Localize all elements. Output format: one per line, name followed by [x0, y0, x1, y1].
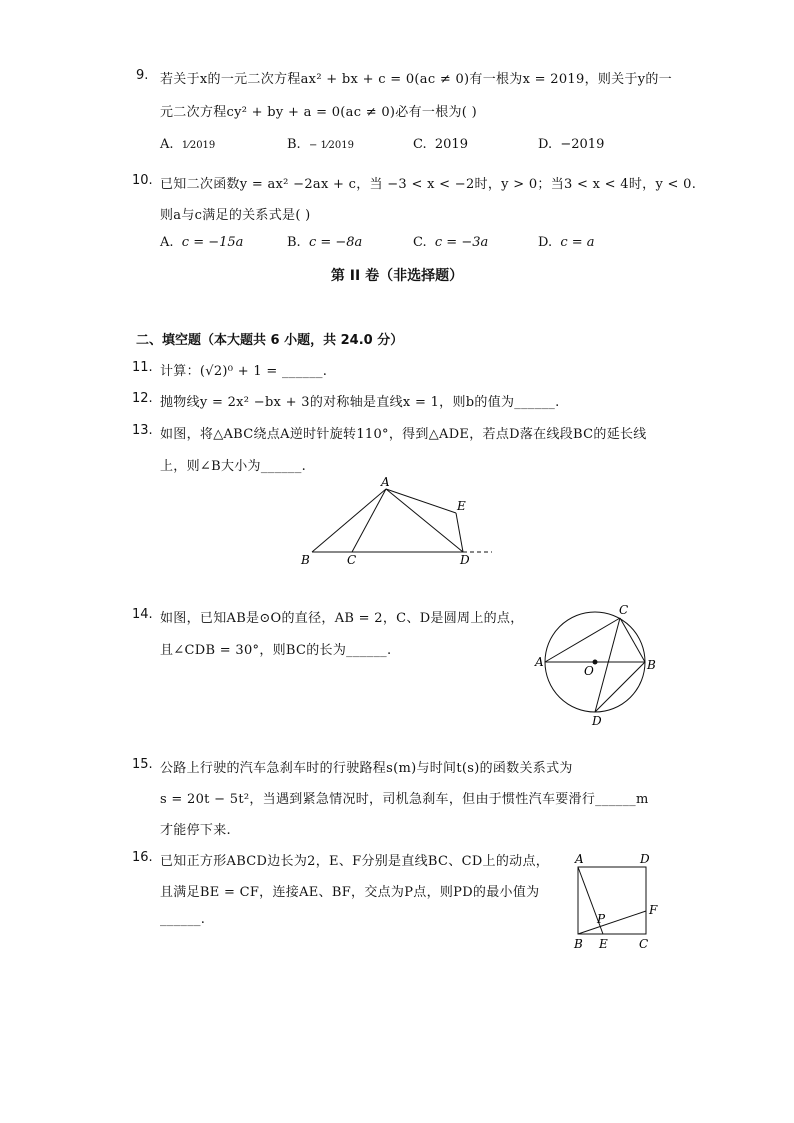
option-value: c = a: [560, 235, 595, 250]
segment-cb: [620, 618, 645, 662]
question-11-number: 11.: [132, 360, 153, 375]
question-12-text: 抛物线y = 2x² −bx + 3的对称轴是直线x = 1，则b的值为______.: [160, 395, 560, 410]
label-p: P: [597, 912, 606, 926]
question-10-number: 10.: [132, 173, 153, 188]
question-16-number: 16.: [132, 850, 153, 865]
question-16-line1: 已知正方形ABCD边长为2，E、F分别是直线BC、CD上的动点，: [160, 854, 550, 869]
label-d: D: [592, 714, 602, 728]
label-e: E: [599, 937, 608, 951]
option-value: c = −15a: [181, 235, 244, 250]
question-13-number: 13.: [132, 423, 153, 438]
label-f: F: [649, 903, 658, 917]
question-9-number: 9.: [136, 68, 149, 83]
question-9-option-c: [413, 137, 468, 152]
question-12-number: 12.: [132, 391, 153, 406]
question-15-line1: 公路上行驶的汽车急刹车时的行驶路程s(m)与时间t(s)的函数关系式为: [160, 761, 573, 776]
question-16-line3: ______.: [160, 912, 206, 927]
section-2-heading: 二、填空题（本大题共 6 小题，共 24.0 分）: [136, 333, 404, 348]
question-9-line2: 元二次方程cy² + by + a = 0(ac ≠ 0)必有一根为( ): [160, 105, 477, 120]
segment-db: [595, 662, 645, 712]
segment-ed: [456, 513, 463, 552]
option-label: C.: [413, 235, 427, 250]
option-value: − 1⁄2019: [308, 140, 354, 151]
segment-ad: [386, 489, 463, 552]
option-label: A.: [160, 137, 174, 152]
label-b: B: [301, 553, 310, 567]
label-c: C: [639, 937, 649, 951]
segment-ac: [352, 489, 386, 552]
part-2-title: 第 II 卷（非选择题）: [330, 268, 464, 284]
label-a: A: [535, 655, 544, 669]
question-10-option-b: [287, 235, 362, 250]
question-13-line2: 上，则∠B大小为______.: [160, 459, 307, 474]
square-abcd: [578, 867, 646, 934]
question-14-line1: 如图，已知AB是⊙O的直径，AB = 2，C、D是圆周上的点，: [160, 611, 524, 626]
option-label: B.: [287, 235, 301, 250]
segment-cd: [595, 618, 620, 712]
segment-ae: [386, 489, 456, 513]
question-9-line1: 若关于x的一元二次方程ax² + bx + c = 0(ac ≠ 0)有一根为x = 2019，则关于y的一: [160, 72, 673, 87]
option-label: C.: [413, 137, 427, 152]
question-14-line2: 且∠CDB = 30°，则BC的长为______.: [160, 643, 392, 658]
label-a: A: [575, 852, 584, 866]
label-c: C: [619, 603, 629, 617]
question-16-line2: 且满足BE = CF，连接AE、BF，交点为P点，则PD的最小值为: [160, 885, 540, 900]
question-13-figure: [290, 470, 500, 575]
option-value: 2019: [434, 137, 468, 152]
label-d: D: [460, 553, 470, 567]
question-15-line3: 才能停下来.: [160, 823, 231, 838]
label-c: C: [347, 553, 357, 567]
question-10-option-a: [160, 235, 243, 250]
segment-ac: [545, 618, 620, 662]
label-a: A: [381, 475, 390, 489]
option-value: c = −8a: [308, 235, 363, 250]
question-9-option-b: [287, 137, 354, 152]
question-10-line1: 已知二次函数y = ax² −2ax + c，当 −3 < x < −2时，y > 0；当3 < x < 4时，y < 0.: [160, 177, 697, 192]
option-value: −2019: [560, 137, 605, 152]
question-15-number: 15.: [132, 757, 153, 772]
question-9-option-d: [538, 137, 604, 152]
question-10-option-d: [538, 235, 595, 250]
question-14-number: 14.: [132, 607, 153, 622]
label-b: B: [647, 658, 656, 672]
option-label: D.: [538, 137, 553, 152]
option-value: 1⁄2019: [181, 140, 216, 151]
segment-ab: [312, 489, 386, 552]
label-d: D: [640, 852, 650, 866]
question-13-line1: 如图，将△ABC绕点A逆时针旋转110°，得到△ADE，若点D落在线段BC的延长线: [160, 427, 647, 442]
option-label: B.: [287, 137, 301, 152]
question-9-option-a: [160, 137, 215, 152]
option-value: c = −3a: [434, 235, 489, 250]
segment-bf: [578, 911, 646, 934]
question-10-line2: 则a与c满足的关系式是( ): [160, 208, 311, 223]
question-16-figure: [566, 848, 666, 956]
question-11-text: 计算：(√2)⁰ + 1 = ______.: [160, 364, 328, 379]
label-e: E: [457, 499, 466, 513]
question-15-line2: s = 20t − 5t²，当遇到紧急情况时，司机急刹车，但由于惯性汽车要滑行______m: [160, 792, 649, 807]
label-o: O: [584, 664, 594, 678]
option-label: D.: [538, 235, 553, 250]
question-14-figure: [530, 600, 670, 730]
question-10-option-c: [413, 235, 488, 250]
label-b: B: [574, 937, 583, 951]
option-label: A.: [160, 235, 174, 250]
